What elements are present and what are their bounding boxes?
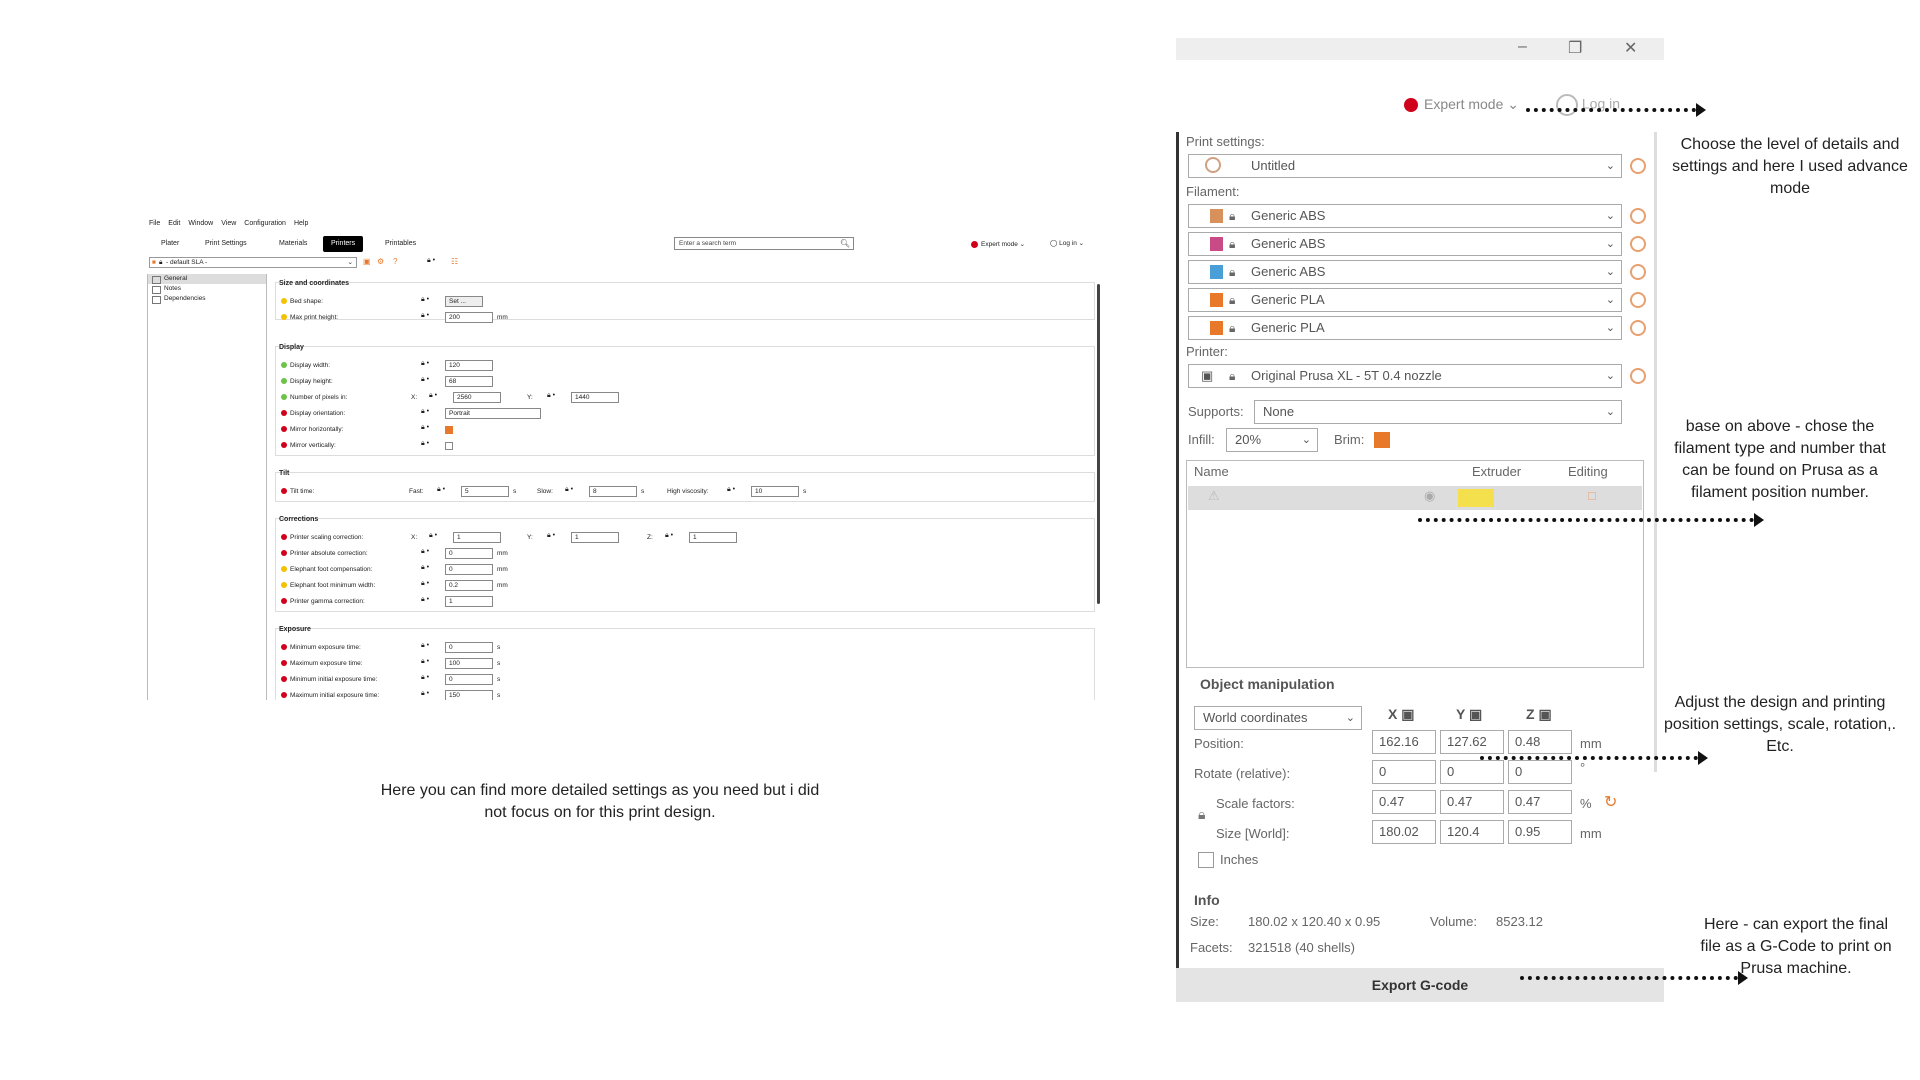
max-initial-exposure-field[interactable]: 150 [445, 690, 493, 700]
printer-label: Printer: [1186, 344, 1228, 359]
unit-label: mm [497, 582, 508, 589]
coordinate-system-value: World coordinates [1203, 710, 1308, 725]
login-label: Log in [1059, 240, 1077, 247]
lock-icon[interactable]: 🔒︎ • [421, 376, 430, 383]
object-manipulation-title: Object manipulation [1200, 676, 1335, 692]
export-gcode-button[interactable]: Export G-code [1176, 968, 1664, 1002]
status-dot-icon [281, 426, 287, 432]
unit-label: mm [497, 550, 508, 557]
filament-select[interactable] [1188, 288, 1622, 312]
gear-icon[interactable] [1630, 264, 1646, 280]
position-label: Position: [1194, 736, 1244, 751]
display-width-label: Display width: [290, 362, 331, 369]
chevron-down-icon: ⌄ [1605, 406, 1615, 418]
unit-label: s [803, 488, 807, 495]
search-placeholder: Enter a search term [679, 240, 737, 247]
lock-icon[interactable]: 🔒︎ • [421, 674, 430, 681]
chevron-down-icon: ⌄ [1605, 160, 1615, 172]
lock-icon[interactable]: 🔒︎ • [421, 596, 430, 603]
scale-y-field[interactable]: 0.47 [1440, 790, 1504, 814]
tab-plater[interactable]: Plater [161, 240, 180, 247]
status-dot-icon [281, 692, 287, 698]
printer-preset-select[interactable] [149, 257, 357, 268]
unit-label: s [497, 692, 501, 699]
gear-icon[interactable] [1630, 208, 1646, 224]
max-height-row [281, 312, 338, 323]
lock-icon[interactable]: 🔒︎ • [429, 392, 438, 399]
status-dot-icon [281, 644, 287, 650]
orientation-select[interactable]: Portrait [445, 408, 541, 419]
rotate-y-field[interactable]: 0 [1440, 760, 1504, 784]
info-size-label: Size: [1190, 914, 1219, 929]
status-dot-icon [281, 582, 287, 588]
elephant-comp-label: Elephant foot compensation: [290, 566, 373, 573]
gear-icon[interactable] [1630, 320, 1646, 336]
object-row[interactable] [1188, 486, 1642, 510]
status-dot-icon [281, 410, 287, 416]
filament-select[interactable] [1188, 204, 1622, 228]
tab-printables[interactable]: Printables [385, 240, 417, 247]
chevron-down-icon: ⌄ [1605, 322, 1615, 334]
status-dot-icon [281, 488, 287, 494]
lock-icon[interactable]: 🔒︎ • [727, 486, 736, 493]
lock-icon: 🔒︎ [1229, 265, 1236, 279]
printer-settings-screenshot [147, 216, 1107, 700]
lock-icon[interactable]: 🔒︎ • [547, 392, 556, 399]
chevron-down-icon: ⌄ [1345, 712, 1355, 724]
filament-name: Generic ABS [1251, 208, 1326, 223]
y-label: Y: [527, 394, 533, 401]
unit-label: s [641, 488, 645, 495]
axis-x-label: X ▣ [1388, 706, 1415, 722]
axis-y-label: Y ▣ [1456, 706, 1483, 722]
tilt-fast-field[interactable]: 5 [461, 486, 509, 497]
filament-color-swatch[interactable] [1197, 293, 1223, 307]
filament-select[interactable] [1188, 260, 1622, 284]
section-exposure [275, 628, 1095, 700]
user-icon [1556, 94, 1578, 116]
tilt-time-label: Tilt time: [290, 488, 315, 495]
max-print-height-field[interactable]: 200 [445, 312, 493, 323]
info-volume-value: 8523.12 [1496, 914, 1543, 929]
menu-view[interactable]: View [221, 220, 237, 227]
section-corrections-title: Corrections [279, 516, 319, 523]
status-dot-icon [281, 534, 287, 540]
menu-file[interactable]: File [149, 220, 161, 227]
chevron-down-icon: ⌄ [1301, 434, 1311, 446]
min-initial-exposure-label: Minimum initial exposure time: [290, 676, 378, 683]
mirror-v-checkbox[interactable] [445, 442, 453, 450]
mirror-v-row [281, 440, 336, 451]
high-viscosity-label: High viscosity: [667, 488, 709, 495]
brim-label: Brim: [1334, 432, 1365, 447]
warning-icon: ⚠ [1208, 488, 1220, 503]
note-adjust: Adjust the design and printing position settings, scale, rotation,. Etc. [1663, 694, 1897, 755]
settings-tree [147, 274, 267, 700]
size-y-field[interactable]: 120.4 [1440, 820, 1504, 844]
menu-bar [149, 220, 308, 227]
menu-window[interactable]: Window [188, 220, 214, 227]
gamma-row [281, 596, 365, 607]
gear-icon[interactable] [1630, 368, 1646, 384]
pixels-y-field[interactable]: 1440 [571, 392, 619, 403]
status-dot-icon [281, 676, 287, 682]
min-initial-exposure-field[interactable]: 0 [445, 674, 493, 685]
scaling-row [281, 532, 363, 543]
bed-shape-label: Bed shape: [290, 298, 323, 305]
orientation-row [281, 408, 345, 419]
mode-indicator-icon [971, 241, 978, 248]
status-dot-icon [281, 378, 287, 384]
lock-icon[interactable]: 🔒︎ • [421, 690, 430, 697]
x-label: X: [411, 534, 418, 541]
gamma-correction-field[interactable]: 1 [445, 596, 493, 607]
lock-legend-icon[interactable]: 🔒︎ • [427, 257, 436, 264]
filament-name: Generic PLA [1251, 320, 1325, 335]
arrow-head [1754, 513, 1764, 527]
scale-z-field[interactable]: 1 [689, 532, 737, 543]
menu-help[interactable]: Help [293, 220, 309, 227]
column-editing: Editing [1568, 464, 1608, 479]
max-initial-exposure-label: Maximum initial exposure time: [290, 692, 380, 699]
section-size-title: Size and coordinates [279, 280, 350, 287]
scrollbar[interactable] [1654, 132, 1657, 772]
min-exp-row [281, 642, 361, 653]
coordinate-system-select[interactable] [1194, 706, 1362, 730]
size-z-field[interactable]: 0.95 [1508, 820, 1572, 844]
slow-label: Slow: [537, 488, 553, 495]
edit-icon[interactable]: □ [1588, 488, 1596, 503]
lock-icon: 🔒︎ [1229, 237, 1236, 251]
tab-materials[interactable]: Materials [279, 240, 308, 247]
filament-name: Generic ABS [1251, 236, 1326, 251]
tab-print-settings[interactable]: Print Settings [205, 240, 247, 247]
flag-icon: ■ [152, 259, 156, 266]
mirror-h-label: Mirror horizontally: [290, 426, 344, 433]
status-dot-icon [281, 598, 287, 604]
chevron-down-icon: ⌄ [1605, 294, 1615, 306]
min-exposure-label: Minimum exposure time: [290, 644, 361, 651]
lock-icon[interactable]: 🔒︎ [1198, 806, 1206, 822]
compare-icon[interactable]: ☷ [451, 257, 459, 266]
eye-icon[interactable]: ◉ [1424, 488, 1436, 503]
display-width-row [281, 360, 330, 371]
info-facets-label: Facets: [1190, 940, 1233, 955]
scale-y-field[interactable]: 1 [571, 532, 619, 543]
status-dot-icon [281, 394, 287, 400]
tilt-high-viscosity-field[interactable]: 10 [751, 486, 799, 497]
lock-icon: 🔒︎ [159, 259, 163, 266]
lock-icon[interactable]: 🔒︎ • [437, 486, 446, 493]
scrollbar[interactable] [1097, 284, 1100, 604]
elephant-comp-field[interactable]: 0 [445, 564, 493, 575]
min-init-exp-row [281, 674, 377, 685]
print-settings-label: Print settings: [1186, 134, 1265, 149]
rotate-z-field[interactable]: 0 [1508, 760, 1572, 784]
section-display [275, 346, 1095, 456]
info-volume-label: Volume: [1430, 914, 1477, 929]
printer-icon: ▣ [1201, 368, 1214, 383]
status-dot-icon [281, 442, 287, 448]
expert-mode-label: Expert mode [1424, 96, 1504, 112]
section-display-title: Display [279, 344, 304, 351]
lock-icon[interactable]: 🔒︎ • [421, 408, 430, 415]
section-corrections [275, 518, 1095, 612]
info-facets-value: 321518 (40 shells) [1248, 940, 1355, 955]
login-button[interactable] [1556, 94, 1620, 116]
inches-checkbox[interactable] [1198, 852, 1214, 868]
note-filament: base on above - chose the filament type and number that can be found on Prusa as a filament position number. [1674, 418, 1886, 501]
elephant-min-row [281, 580, 375, 591]
tree-item-general[interactable]: General [148, 274, 266, 284]
arrow-line [1526, 108, 1696, 112]
display-width-field[interactable]: 120 [445, 360, 493, 371]
help-icon[interactable]: ? [393, 257, 398, 266]
minimize-icon[interactable]: – [1518, 38, 1527, 55]
scaling-correction-label: Printer scaling correction: [290, 534, 364, 541]
unit-label: s [513, 488, 517, 495]
lock-icon[interactable]: 🔒︎ • [429, 532, 438, 539]
filament-select[interactable] [1188, 232, 1622, 256]
expert-mode-selector[interactable]: Expert mode ⌄ [1404, 96, 1519, 113]
supports-label: Supports: [1188, 404, 1244, 419]
chevron-down-icon: ⌄ [1605, 266, 1615, 278]
arrow-head [1738, 971, 1748, 985]
arrow-head [1696, 103, 1706, 117]
info-title: Info [1194, 892, 1220, 908]
lock-icon[interactable]: 🔒︎ • [665, 532, 674, 539]
num-pixels-label: Number of pixels in: [290, 394, 348, 401]
filament-name: Generic ABS [1251, 264, 1326, 279]
scale-z-field[interactable]: 0.47 [1508, 790, 1572, 814]
status-dot-icon [281, 298, 287, 304]
scale-x-field[interactable]: 0.47 [1372, 790, 1436, 814]
unit-percent: % [1580, 796, 1592, 811]
note-mode: Choose the level of details and settings and here I used advance mode [1672, 136, 1908, 197]
position-z-field[interactable]: 0.48 [1508, 730, 1572, 754]
status-dot-icon [281, 660, 287, 666]
bed-shape-row [281, 296, 323, 307]
bed-shape-button[interactable]: Set ... [445, 296, 483, 307]
min-exposure-field[interactable]: 0 [445, 642, 493, 653]
lock-icon[interactable]: 🔒︎ • [547, 532, 556, 539]
elephant-min-label: Elephant foot minimum width: [290, 582, 376, 589]
size-label: Size [World]: [1216, 826, 1290, 841]
display-height-label: Display height: [290, 378, 333, 385]
rotate-label: Rotate (relative): [1194, 766, 1291, 781]
elephant-comp-row [281, 564, 372, 575]
user-icon: ◯ [1050, 240, 1058, 247]
pixels-x-field[interactable]: 2560 [453, 392, 501, 403]
menu-edit[interactable]: Edit [168, 220, 181, 227]
filament-color-swatch[interactable] [1197, 265, 1223, 279]
column-name: Name [1194, 464, 1229, 479]
z-label: Z: [647, 534, 653, 541]
menu-configuration[interactable]: Configuration [244, 220, 286, 227]
display-height-row [281, 376, 333, 387]
abs-corr-row [281, 548, 368, 559]
filament-color-swatch[interactable] [1197, 209, 1223, 223]
max-exposure-label: Maximum exposure time: [290, 660, 363, 667]
status-dot-icon [281, 314, 287, 320]
mode-indicator-icon [1404, 98, 1418, 112]
supports-value: None [1263, 404, 1295, 419]
position-y-field[interactable]: 127.62 [1440, 730, 1504, 754]
lock-icon[interactable]: 🔒︎ • [421, 564, 430, 571]
lock-icon[interactable]: 🔒︎ • [421, 658, 430, 665]
expert-mode-label: Expert mode [981, 241, 1018, 248]
chevron-down-icon: ⌄ [347, 259, 353, 266]
chevron-down-icon: ⌄ [1605, 370, 1615, 382]
unit-label: mm [497, 566, 508, 573]
supports-select[interactable] [1254, 400, 1622, 424]
chevron-down-icon: ⌄ [1605, 238, 1615, 250]
infill-select[interactable] [1226, 428, 1318, 452]
unit-label: s [497, 676, 501, 683]
lock-icon[interactable]: 🔒︎ • [565, 486, 574, 493]
search-icon[interactable]: 🔍︎ [839, 239, 850, 248]
lock-icon[interactable]: 🔒︎ • [421, 360, 430, 367]
tab-printers[interactable]: Printers [323, 236, 363, 252]
y-label: Y: [527, 534, 533, 541]
arrow-line [1480, 756, 1698, 760]
lock-icon[interactable]: 🔒︎ • [421, 424, 430, 431]
mirror-h-row [281, 424, 343, 435]
scale-label: Scale factors: [1216, 796, 1295, 811]
max-print-height-label: Max print height: [290, 314, 339, 321]
unit-label: mm [497, 314, 508, 321]
lock-icon: 🔒︎ [1229, 321, 1236, 335]
display-height-field[interactable]: 68 [445, 376, 493, 387]
lock-icon[interactable]: 🔒︎ • [421, 296, 430, 303]
chevron-down-icon: ⌄ [1605, 210, 1615, 222]
settings-icon[interactable]: ⚙ [377, 257, 385, 266]
inches-label: Inches [1220, 852, 1259, 867]
left-annotation: Here you can find more detailed settings as you need but i did not focus on for this print design. [380, 782, 820, 821]
login-button[interactable]: ◯ Log in ⌄ [1050, 240, 1085, 247]
unit-degrees: ° [1580, 760, 1586, 775]
max-exposure-field[interactable]: 100 [445, 658, 493, 669]
infill-label: Infill: [1188, 432, 1215, 447]
elephant-min-field[interactable]: 0.2 [445, 580, 493, 591]
lock-icon[interactable]: 🔒︎ • [421, 642, 430, 649]
display-orientation-label: Display orientation: [290, 410, 346, 417]
lock-icon: 🔒︎ [1229, 209, 1236, 223]
lock-icon: 🔒︎ [1229, 293, 1236, 307]
section-size [275, 282, 1095, 320]
print-settings-select[interactable] [1188, 154, 1622, 178]
mirror-v-label: Mirror vertically: [290, 442, 336, 449]
status-dot-icon [281, 362, 287, 368]
section-exposure-title: Exposure [279, 626, 311, 633]
status-dot-icon [281, 550, 287, 556]
restore-icon[interactable]: ❐ [1568, 40, 1583, 57]
tree-item-notes[interactable]: Notes [148, 284, 266, 294]
lock-icon[interactable]: 🔒︎ • [421, 548, 430, 555]
close-icon[interactable]: ✕ [1624, 40, 1638, 57]
section-tilt [275, 472, 1095, 502]
preset-name: - default SLA - [166, 259, 208, 266]
note-export: Here - can export the final file as a G-Code to print on Prusa machine. [1700, 916, 1892, 977]
column-extruder: Extruder [1472, 464, 1522, 479]
preset-icon [1205, 157, 1221, 173]
unit-mm: mm [1580, 736, 1602, 751]
max-init-exp-row [281, 690, 379, 700]
panel-border [1176, 132, 1179, 1002]
printer-value: Original Prusa XL - 5T 0.4 nozzle [1251, 368, 1442, 383]
rotate-x-field[interactable]: 0 [1372, 760, 1436, 784]
filament-color-swatch[interactable] [1197, 321, 1223, 335]
unit-mm: mm [1580, 826, 1602, 841]
status-dot-icon [281, 566, 287, 572]
extruder-color-swatch[interactable] [1458, 489, 1494, 507]
x-label: X: [411, 394, 418, 401]
filament-label: Filament: [1186, 184, 1240, 199]
unit-label: s [497, 644, 501, 651]
tree-item-dependencies[interactable]: Dependencies [148, 294, 266, 304]
expert-mode-selector[interactable]: Expert mode ⌄ [971, 240, 1025, 248]
arrow-head [1698, 751, 1708, 765]
lock-icon[interactable]: 🔒︎ • [421, 580, 430, 587]
section-tilt-title: Tilt [279, 470, 290, 477]
max-exp-row [281, 658, 363, 669]
print-settings-value: Untitled [1251, 158, 1296, 173]
fast-label: Fast: [409, 488, 424, 495]
infill-value: 20% [1235, 432, 1262, 447]
arrow-line [1520, 976, 1738, 980]
gear-icon[interactable] [1630, 292, 1646, 308]
lock-icon[interactable]: 🔒︎ • [421, 312, 430, 319]
abs-correction-label: Printer absolute correction: [290, 550, 368, 557]
filament-color-swatch[interactable] [1197, 237, 1223, 251]
printer-select[interactable] [1188, 364, 1622, 388]
reset-icon[interactable]: ↻ [1604, 794, 1618, 811]
lock-icon[interactable]: 🔒︎ • [421, 440, 430, 447]
search-input[interactable] [674, 237, 854, 250]
gamma-correction-label: Printer gamma correction: [290, 598, 365, 605]
login-label: Log in [1581, 95, 1621, 112]
scale-x-field[interactable]: 1 [453, 532, 501, 543]
save-icon[interactable]: ▣ [363, 257, 371, 266]
size-x-field[interactable]: 180.02 [1372, 820, 1436, 844]
tilt-slow-field[interactable]: 8 [589, 486, 637, 497]
gear-icon[interactable] [1630, 158, 1646, 174]
info-size-value: 180.02 x 120.40 x 0.95 [1248, 914, 1381, 929]
position-x-field[interactable]: 162.16 [1372, 730, 1436, 754]
arrow-line [1418, 518, 1754, 522]
lock-icon: 🔒︎ [1229, 369, 1236, 383]
unit-label: s [497, 660, 501, 667]
window-titlebar [1176, 38, 1664, 60]
gear-icon[interactable] [1630, 236, 1646, 252]
brim-checkbox[interactable] [1374, 432, 1390, 448]
abs-correction-field[interactable]: 0 [445, 548, 493, 559]
tilt-time-row [281, 486, 314, 497]
filament-select[interactable] [1188, 316, 1622, 340]
pixels-row [281, 392, 347, 403]
axis-z-label: Z ▣ [1526, 706, 1552, 722]
filament-name: Generic PLA [1251, 292, 1325, 307]
mirror-h-checkbox[interactable] [445, 426, 453, 434]
